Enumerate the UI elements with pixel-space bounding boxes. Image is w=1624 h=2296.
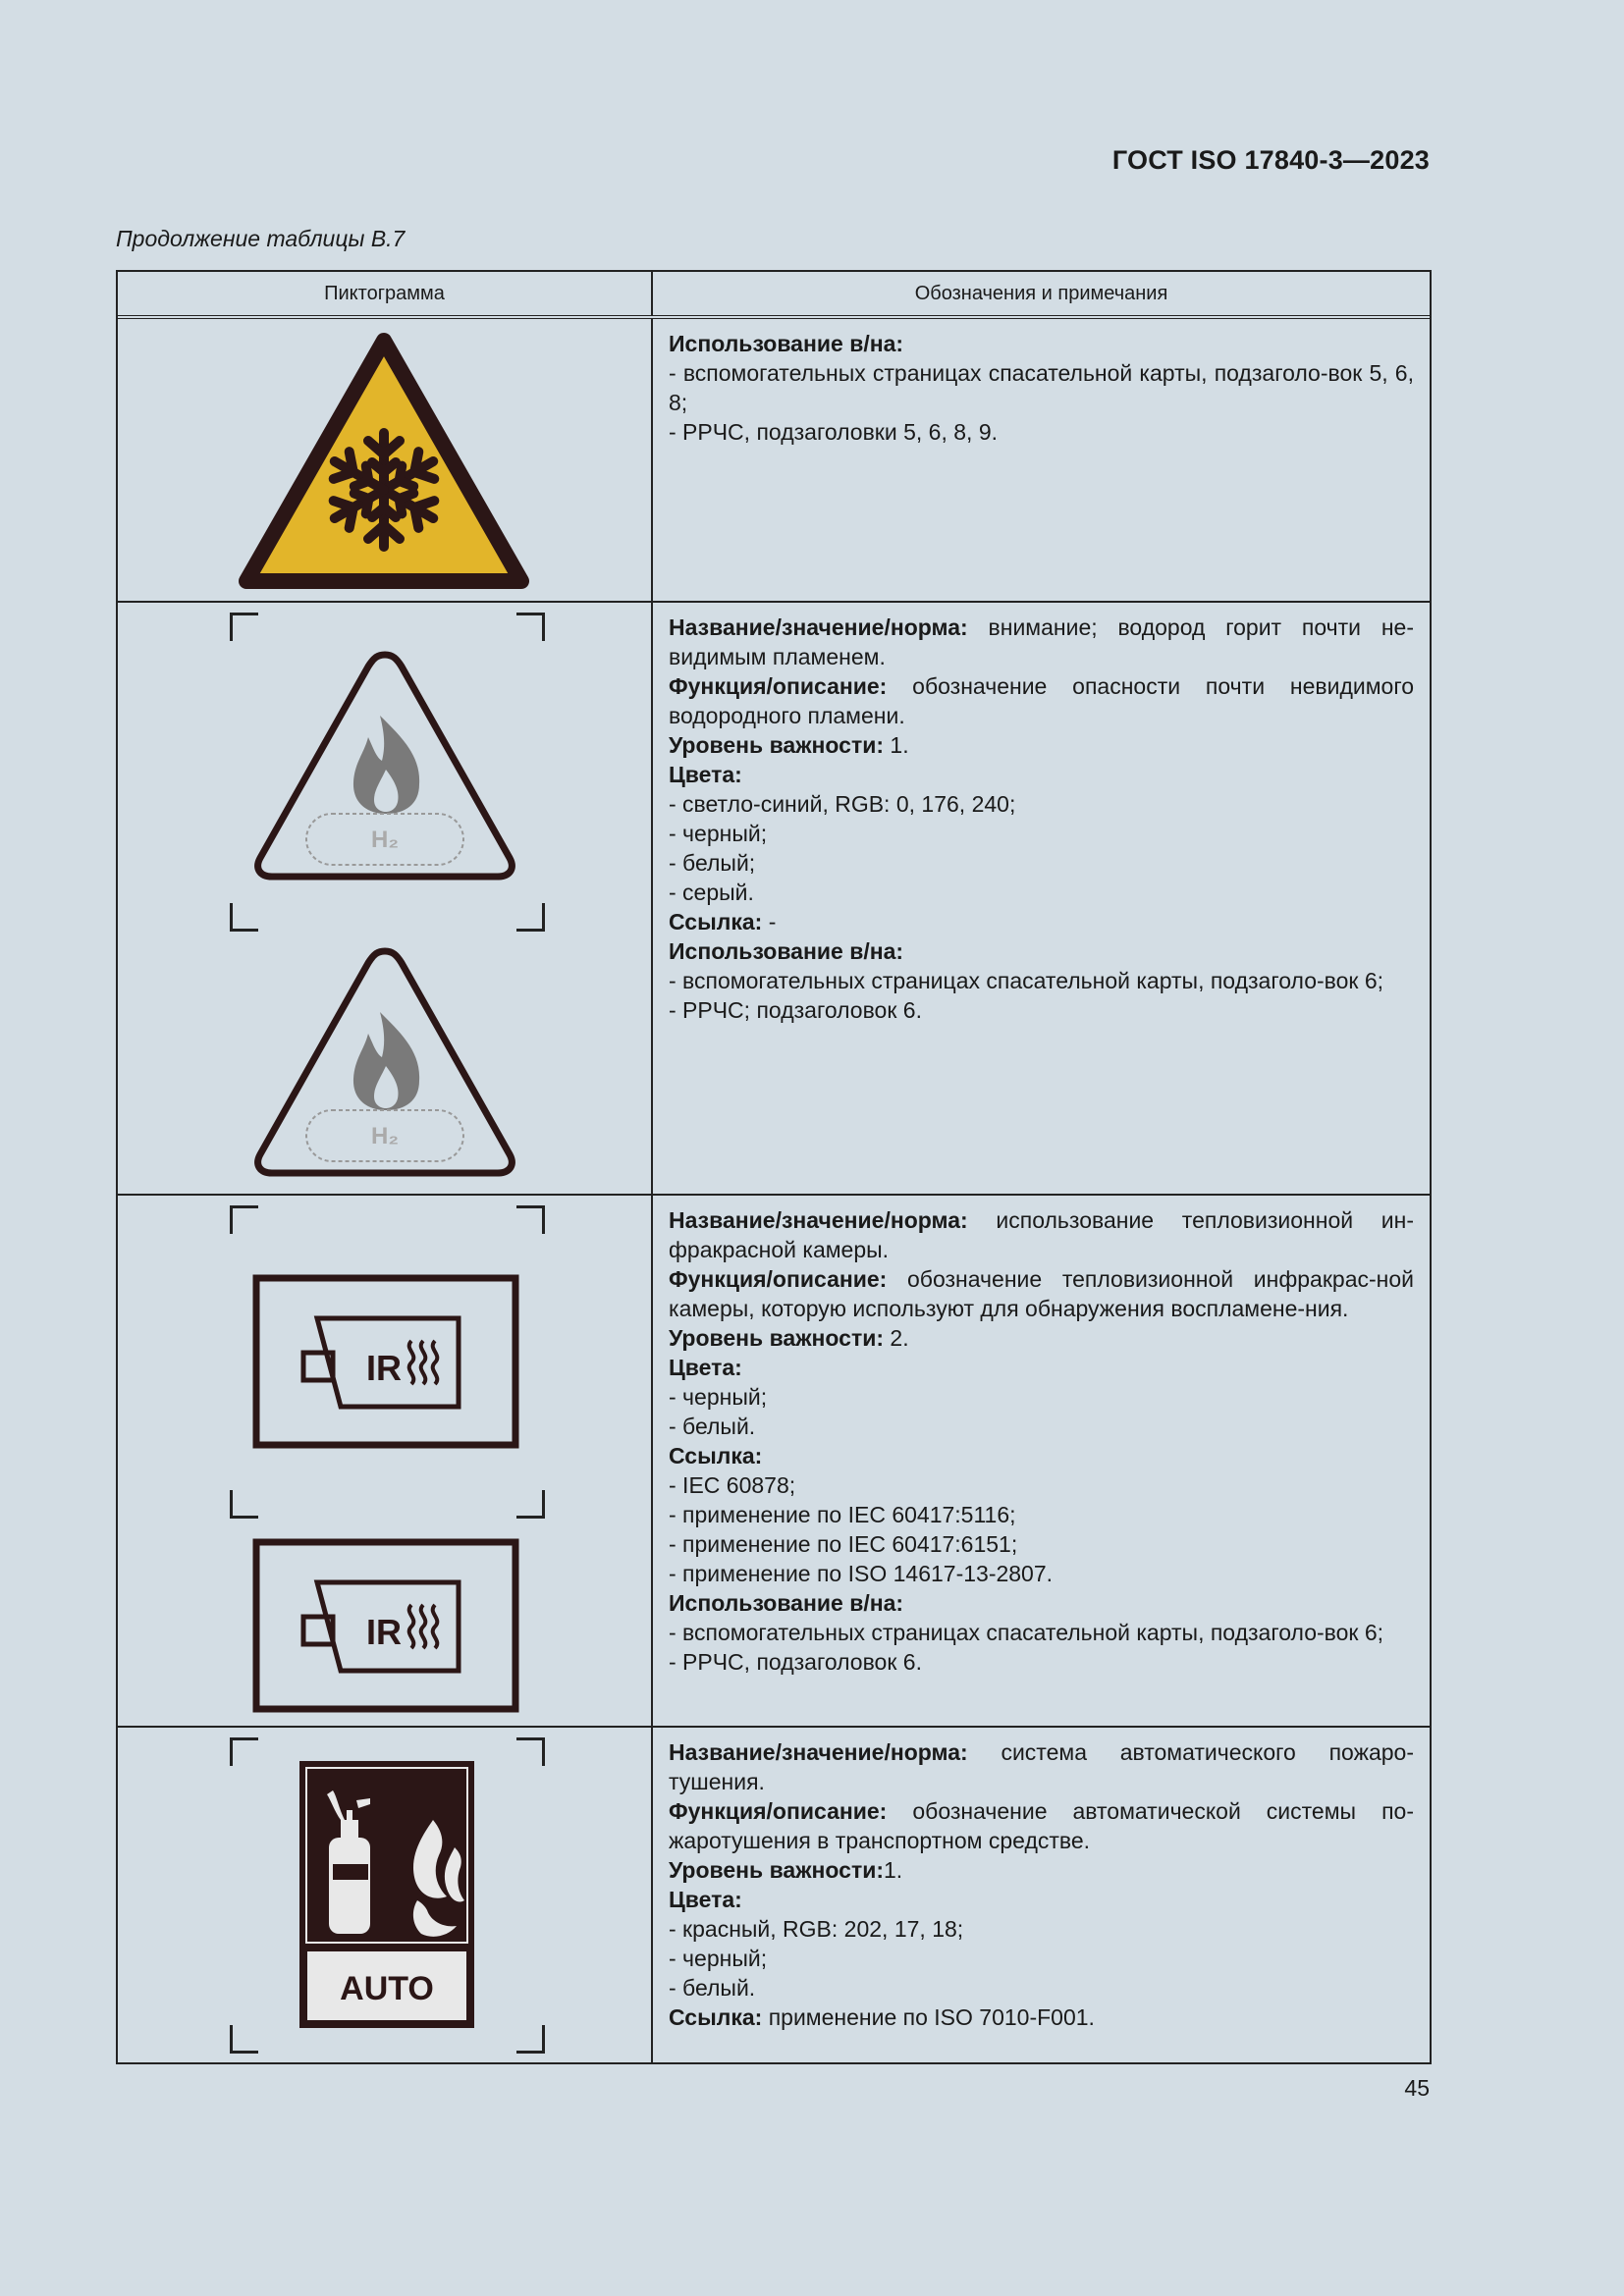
- note-line: - черный;: [669, 1946, 768, 1971]
- note-line: Функция/описание: обозначение автоматической системы по-жаротушения в транспортном средстве.: [669, 1798, 1414, 1853]
- note-line: - РРЧС, подзаголовки 5, 6, 8, 9.: [669, 419, 999, 445]
- crop-mark: [516, 903, 545, 932]
- note-line: Уровень важности: 2.: [669, 1325, 909, 1351]
- table-caption: Продолжение таблицы В.7: [116, 226, 406, 251]
- svg-text:H₂: H₂: [371, 827, 399, 853]
- table-header-row: [118, 272, 1430, 319]
- note-line: Ссылка: применение по ISO 7010-F001.: [669, 2004, 1095, 2030]
- note-line: - красный, RGB: 202, 17, 18;: [669, 1916, 964, 1942]
- low-temperature-warning-icon: [237, 331, 531, 591]
- crop-mark: [516, 613, 545, 641]
- note-line: Ссылка: -: [669, 909, 777, 934]
- note-line: - вспомогательных страницах спасательной карты, подзаголо-вок 6;: [669, 968, 1384, 993]
- note-line: - черный;: [669, 821, 768, 846]
- note-line: - применение по IEC 60417:5116;: [669, 1502, 1016, 1527]
- crop-mark: [230, 1737, 258, 1766]
- table-row: [118, 1728, 1430, 2062]
- note-line: Функция/описание: обозначение тепловизионной инфракрас-ной камеры, которую используют для обнаружения воспламене-ния.: [669, 1266, 1414, 1321]
- note-line: Название/значение/норма: использование тепловизионной ин-фракрасной камеры.: [669, 1207, 1414, 1262]
- note-line: - IEC 60878;: [669, 1472, 796, 1498]
- note-line: - белый.: [669, 1414, 756, 1439]
- notes-cell: [653, 603, 1430, 1194]
- infrared-camera-icon: [252, 1274, 519, 1449]
- svg-text:AUTO: AUTO: [340, 1970, 434, 2007]
- svg-text:IR: IR: [366, 1612, 402, 1652]
- note-line: - белый;: [669, 850, 756, 876]
- crop-mark: [516, 1490, 545, 1519]
- crop-mark: [230, 2025, 258, 2054]
- crop-mark: [230, 1205, 258, 1234]
- crop-mark: [230, 1490, 258, 1519]
- note-line: Цвета:: [669, 762, 742, 787]
- note-line: - применение по ISO 14617-13-2807.: [669, 1561, 1054, 1586]
- notes-cell: [653, 1196, 1430, 1726]
- note-line: Уровень важности: 1.: [669, 732, 909, 758]
- note-line: Цвета:: [669, 1355, 742, 1380]
- note-line: Название/значение/норма: система автоматического пожаро-тушения.: [669, 1739, 1414, 1794]
- note-line: - вспомогательных страницах спасательной карты, подзаголо-вок 6;: [669, 1620, 1384, 1645]
- pictogram-cell: [118, 603, 653, 1194]
- note-line: Уровень важности:1.: [669, 1857, 903, 1883]
- note-line: Использование в/на:: [669, 1590, 904, 1616]
- infrared-camera-icon: [252, 1538, 519, 1713]
- crop-mark: [516, 2025, 545, 2054]
- automatic-fire-extinguishing-icon: [299, 1761, 474, 2028]
- table-row: [118, 603, 1430, 1196]
- pictogram-cell: [118, 319, 653, 601]
- document-code: ГОСТ ISO 17840-3—2023: [1111, 145, 1430, 175]
- note-line: Ссылка:: [669, 1443, 763, 1468]
- column-header-notes: Обозначения и примечания: [914, 282, 1168, 304]
- note-line: Использование в/на:: [669, 331, 904, 356]
- note-line: - РРЧС; подзаголовок 6.: [669, 997, 922, 1023]
- hydrogen-flame-warning-icon: [252, 943, 517, 1181]
- table-row: [118, 319, 1430, 603]
- crop-mark: [516, 1205, 545, 1234]
- pictogram-cell: [118, 1196, 653, 1726]
- pictogram-cell: [118, 1728, 653, 2062]
- note-line: Название/значение/норма: внимание; водород горит почти не-видимым пламенем.: [669, 614, 1414, 669]
- note-line: - РРЧС, подзаголовок 6.: [669, 1649, 922, 1675]
- hydrogen-flame-warning-icon: [252, 647, 517, 884]
- note-line: - черный;: [669, 1384, 768, 1410]
- crop-mark: [516, 1737, 545, 1766]
- table-row: [118, 1196, 1430, 1728]
- notes-cell: [653, 1728, 1430, 2062]
- notes-cell: [653, 319, 1430, 601]
- note-line: - применение по IEC 60417:6151;: [669, 1531, 1018, 1557]
- note-line: - вспомогательных страницах спасательной карты, подзаголо-вок 5, 6, 8;: [669, 360, 1414, 415]
- note-line: - белый.: [669, 1975, 756, 2001]
- note-line: Цвета:: [669, 1887, 742, 1912]
- column-header-pictogram: Пиктограмма: [118, 272, 653, 315]
- note-line: - серый.: [669, 880, 754, 905]
- svg-text:IR: IR: [366, 1348, 402, 1388]
- page-number: 45: [1404, 2075, 1430, 2101]
- note-line: Функция/описание: обозначение опасности почти невидимого водородного пламени.: [669, 673, 1414, 728]
- crop-mark: [230, 903, 258, 932]
- crop-mark: [230, 613, 258, 641]
- svg-text:H₂: H₂: [371, 1123, 399, 1149]
- pictogram-table: [116, 270, 1432, 2064]
- note-line: Использование в/на:: [669, 938, 904, 964]
- note-line: - светло-синий, RGB: 0, 176, 240;: [669, 791, 1016, 817]
